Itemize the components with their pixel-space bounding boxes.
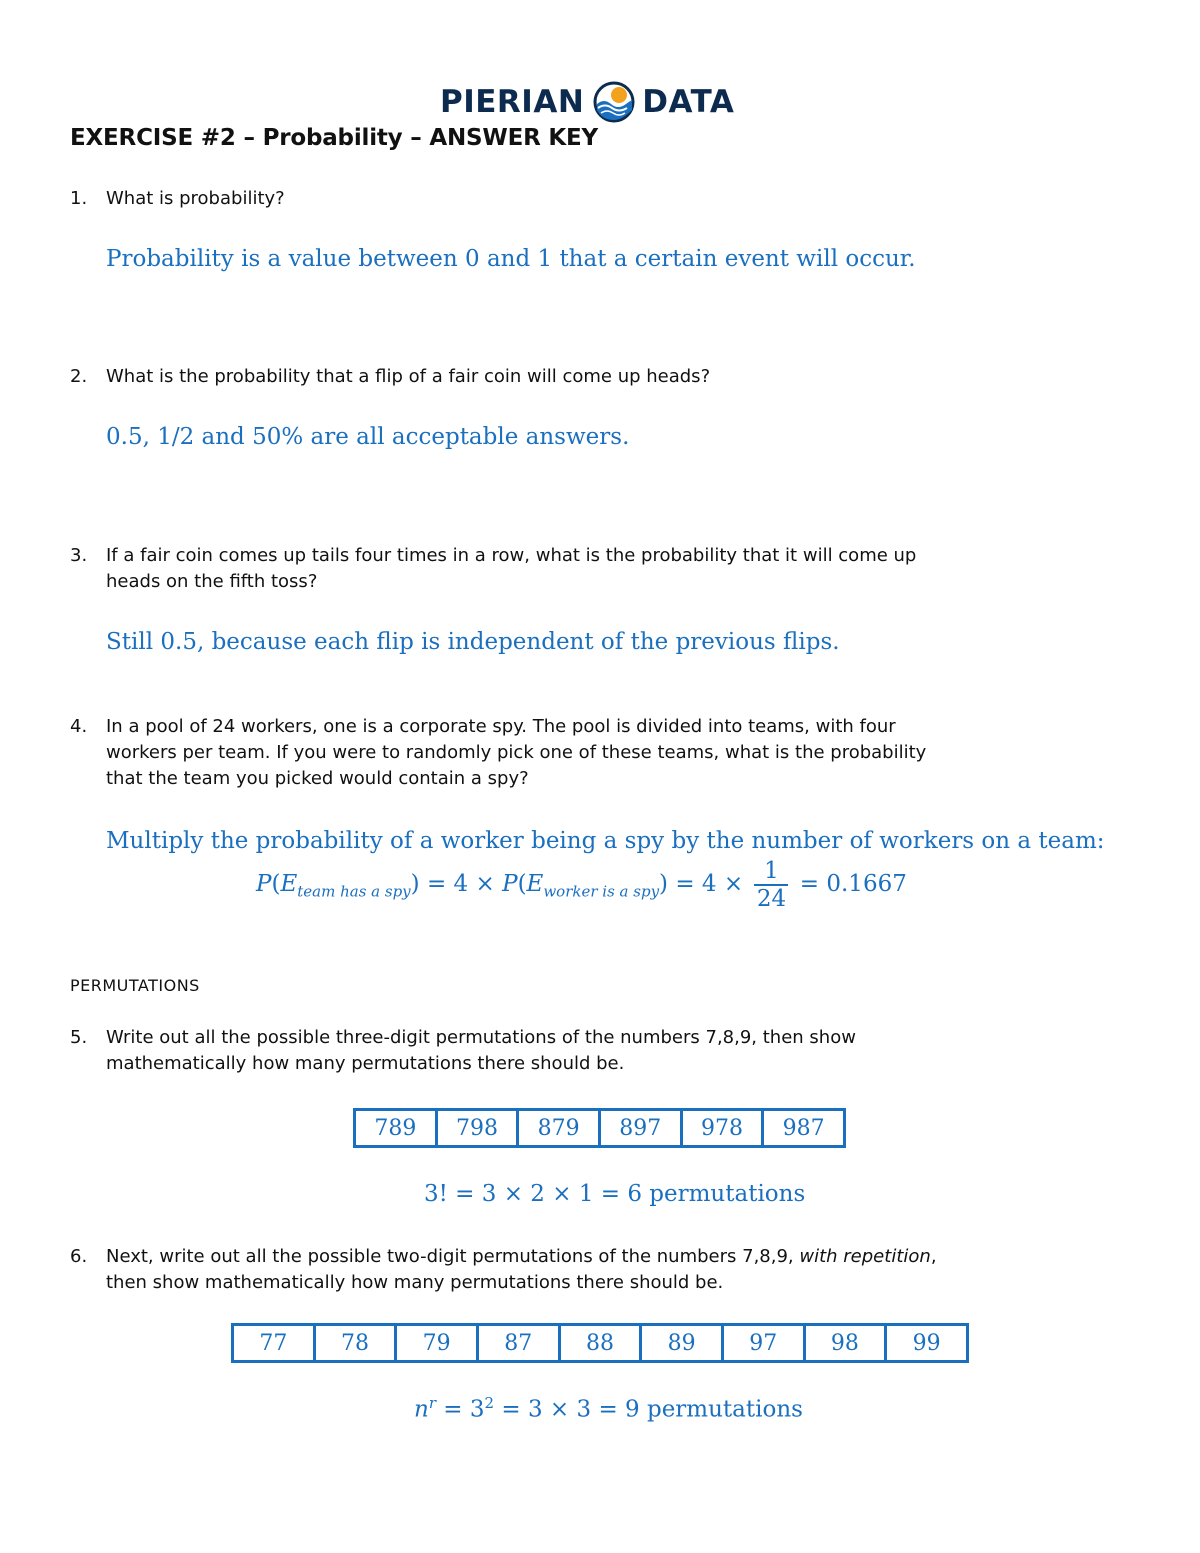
question-number: 2. xyxy=(70,366,88,387)
question-text xyxy=(106,1025,1130,1077)
question-number: 4. xyxy=(70,716,88,737)
formula-e: E xyxy=(526,871,544,897)
wave-sun-icon xyxy=(592,80,636,124)
question-text xyxy=(106,543,1130,595)
formula-operator: = 4 × xyxy=(426,871,503,897)
formula-operator: = 4 × xyxy=(675,871,744,897)
table-cell: 79 xyxy=(396,1325,478,1362)
three-digit-permutations-table xyxy=(353,1108,846,1148)
question-number: 6. xyxy=(70,1246,88,1267)
question-line: Write out all the possible three-digit permutations of the numbers 7,8,9, then show xyxy=(106,1027,856,1048)
question-number: 5. xyxy=(70,1027,88,1048)
table-cell: 77 xyxy=(233,1325,315,1362)
question-line: then show mathematically how many permutations there should be. xyxy=(106,1272,724,1293)
formula-base: n xyxy=(414,1396,429,1423)
question-6 xyxy=(70,1244,1130,1296)
question-line: mathematically how many permutations there should be. xyxy=(106,1053,625,1074)
formula-part: = 3 × 3 = 9 permutations xyxy=(494,1396,803,1423)
question-text: What is the probability that a flip of a fair coin will come up heads? xyxy=(106,366,711,387)
question-text xyxy=(106,714,1130,792)
question-4 xyxy=(70,714,1130,792)
logo-text-left: PIERIAN xyxy=(440,84,585,120)
formula-e: E xyxy=(280,871,298,897)
question-number: 3. xyxy=(70,545,88,566)
formula-p: P xyxy=(502,871,518,897)
question-text-part: Next, write out all the possible two-digit permutations of the numbers 7,8,9, xyxy=(106,1246,800,1267)
question-line: If a fair coin comes up tails four times in a row, what is the probability that it will come up xyxy=(106,545,917,566)
formula-exponent: 2 xyxy=(484,1394,495,1412)
question-5 xyxy=(70,1025,1130,1077)
answer-2: 0.5, 1/2 and 50% are all acceptable answers. xyxy=(106,424,630,450)
formula-subscript: team has a spy xyxy=(297,882,411,901)
question-line: that the team you picked would contain a spy? xyxy=(106,768,529,789)
table-cell: 89 xyxy=(641,1325,723,1362)
question-text xyxy=(106,1244,1130,1296)
question-emphasis: with repetition xyxy=(799,1246,931,1267)
answer-1: Probability is a value between 0 and 1 that a certain event will occur. xyxy=(106,246,916,272)
formula-p: P xyxy=(256,871,272,897)
table-cell: 87 xyxy=(477,1325,559,1362)
question-line xyxy=(106,1244,1130,1270)
two-digit-permutations-table xyxy=(231,1323,969,1363)
fraction-denominator: 24 xyxy=(756,886,787,912)
fraction-numerator: 1 xyxy=(764,858,779,884)
section-permutations: PERMUTATIONS xyxy=(70,976,200,995)
formula-exponent: r xyxy=(428,1394,436,1412)
table-cell: 88 xyxy=(559,1325,641,1362)
table-cell: 99 xyxy=(886,1325,968,1362)
table-row xyxy=(233,1325,968,1362)
question-number: 1. xyxy=(70,188,88,209)
question-1 xyxy=(70,186,1130,212)
table-cell: 97 xyxy=(722,1325,804,1362)
table-cell: 798 xyxy=(436,1110,518,1147)
question-line: In a pool of 24 workers, one is a corporate spy. The pool is divided into teams, with four xyxy=(106,716,896,737)
answer-4-formula: $P(E_{team has a spy}) = 4 \times P(E_{worker is a spy}) = 4$ × $\frac{1}{24}$ = 0.1667 xyxy=(256,858,907,912)
formula-fraction xyxy=(754,858,788,912)
table-row xyxy=(355,1110,845,1147)
pierian-data-logo xyxy=(440,80,734,124)
formula-subscript: worker is a spy xyxy=(543,882,660,901)
question-line: workers per team. If you were to randomly pick one of these teams, what is the probability xyxy=(106,742,927,763)
answer-4: Multiply the probability of a worker being a spy by the number of workers on a team: xyxy=(106,828,1105,854)
table-cell: 978 xyxy=(681,1110,763,1147)
page-title: EXERCISE #2 – Probability – ANSWER KEY xyxy=(70,125,598,151)
factorial-formula: 3! = 3 × 2 × 1 = 6 permutations xyxy=(424,1181,806,1207)
answer-3: Still 0.5, because each flip is independent of the previous flips. xyxy=(106,629,840,655)
table-cell: 98 xyxy=(804,1325,886,1362)
table-cell: 789 xyxy=(355,1110,437,1147)
table-cell: 879 xyxy=(518,1110,600,1147)
logo-text-right: DATA xyxy=(642,84,735,120)
power-formula xyxy=(414,1394,803,1423)
question-3 xyxy=(70,543,1130,595)
formula-result: = 0.1667 xyxy=(799,871,907,897)
table-cell: 78 xyxy=(314,1325,396,1362)
question-text-part: , xyxy=(930,1246,937,1267)
formula-part: = 3 xyxy=(436,1396,485,1423)
question-text: What is probability? xyxy=(106,188,285,209)
question-line: heads on the fifth toss? xyxy=(106,571,318,592)
question-2 xyxy=(70,364,1130,390)
table-cell: 987 xyxy=(763,1110,845,1147)
table-cell: 897 xyxy=(599,1110,681,1147)
